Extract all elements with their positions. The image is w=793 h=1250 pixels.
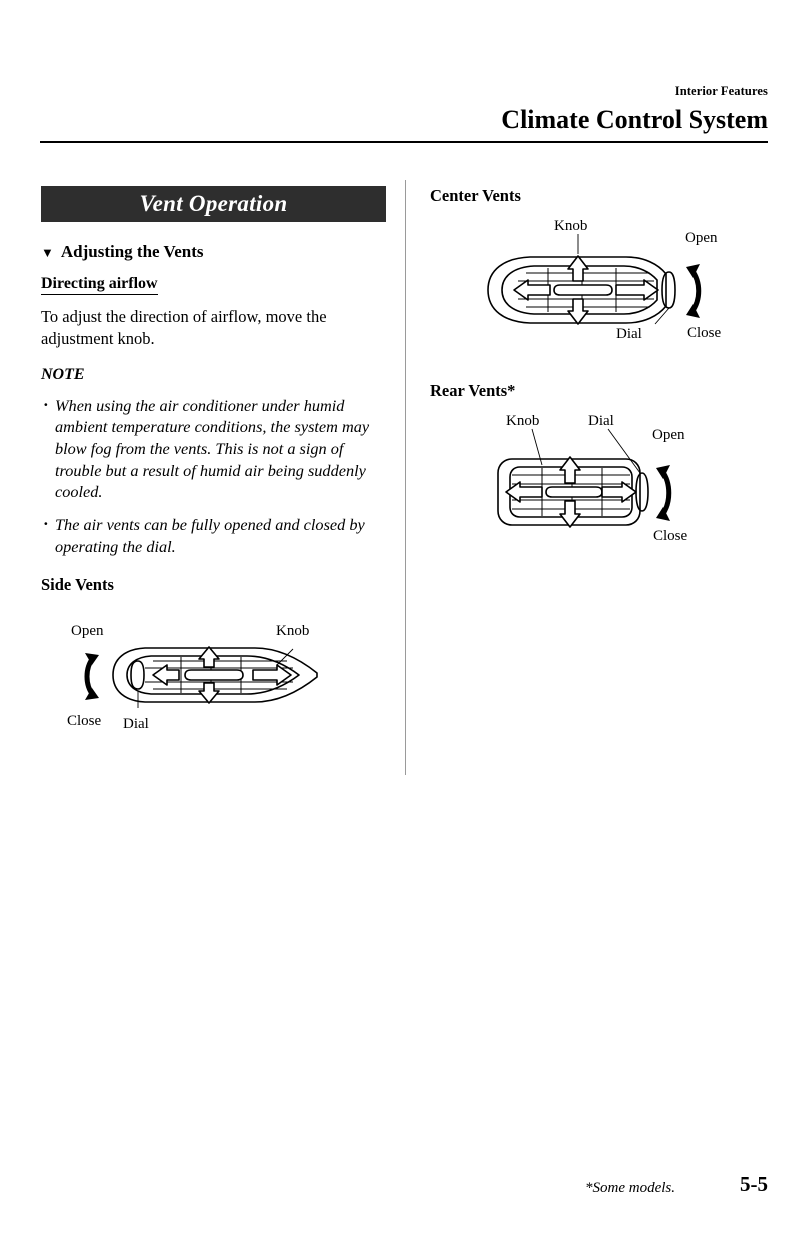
note-label: NOTE [41, 365, 85, 383]
subheading-directing-airflow-wrap [41, 262, 386, 295]
header-kicker: Interior Features [674, 84, 768, 98]
triangle-icon: ▼ [41, 245, 54, 260]
page-number: 5-5 [740, 1172, 768, 1196]
rear-vents-close-label: Close [653, 528, 688, 544]
page-title: Climate Control System [501, 105, 768, 134]
right-column [430, 186, 775, 557]
center-vents-open-label: Open [685, 230, 718, 246]
figure-side-vents [41, 603, 386, 743]
section-banner: Vent Operation [41, 186, 386, 222]
rear-vents-knob-label: Knob [506, 413, 540, 429]
column-divider [405, 180, 406, 775]
page-header [40, 84, 768, 143]
note-list [41, 395, 386, 558]
footnote: *Some models. [585, 1180, 675, 1196]
center-vents-dial-label: Dial [616, 326, 642, 342]
heading-adjusting-label: Adjusting the Vents [60, 242, 204, 261]
side-vents-dial-label: Dial [123, 716, 149, 733]
figure-rear-vents [430, 407, 775, 557]
heading-side-vents: Side Vents [41, 575, 114, 595]
body-paragraph: To adjust the direction of airflow, move the adjustment knob. [41, 307, 327, 348]
list-item: · The air vents can be fully opened and closed by operating the dial. [41, 514, 386, 557]
side-vents-open-label: Open [71, 623, 104, 640]
heading-adjusting-the-vents [41, 242, 386, 262]
heading-center-vents: Center Vents [430, 186, 521, 205]
figure-center-vents [430, 212, 775, 367]
heading-rear-vents: Rear Vents* [430, 381, 516, 400]
list-item: · When using the air conditioner under humid ambient temperature conditions, the system may blow fog from the vents. This is not a sign of trouble but a result of humid air being suddenly cooled. [41, 395, 386, 503]
side-vents-close-label: Close [67, 713, 102, 730]
rear-vents-open-label: Open [652, 427, 685, 443]
header-rule [40, 141, 768, 143]
center-vents-close-label: Close [687, 325, 722, 341]
center-vents-knob-label: Knob [554, 218, 588, 234]
side-vents-knob-label: Knob [276, 623, 310, 640]
left-column [41, 186, 386, 743]
rear-vents-dial-label: Dial [588, 413, 614, 429]
subheading-directing-airflow: Directing airflow [41, 275, 158, 295]
